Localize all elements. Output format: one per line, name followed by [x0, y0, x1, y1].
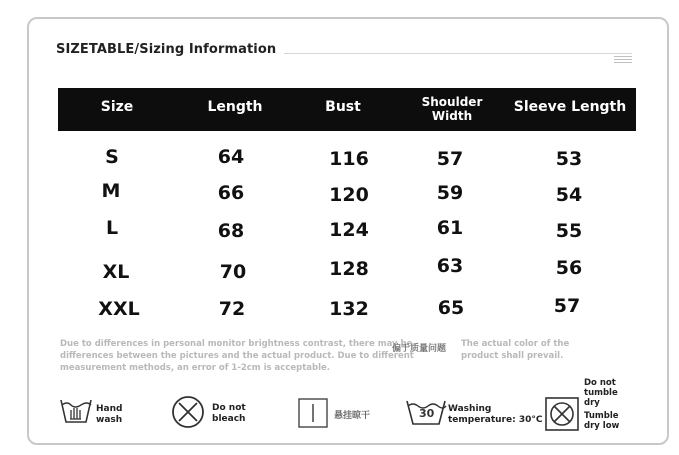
bust-cell: 132	[329, 298, 369, 320]
shoulder-cell: 59	[436, 182, 464, 204]
decor-lines	[614, 56, 632, 65]
disclaimer-line-3: measurement methods, an error of 1-2cm is acceptable.	[60, 363, 331, 373]
page-title: SIZETABLE/Sizing Information	[56, 42, 277, 57]
hang-dry-icon	[298, 398, 328, 428]
header-sleeve-length: Sleeve Length	[513, 99, 627, 115]
length-cell: 66	[217, 182, 245, 204]
shoulder-cell: 57	[436, 148, 464, 170]
bust-cell: 124	[329, 219, 369, 241]
washing-label-line-2: temperature: 30°C	[448, 415, 543, 425]
shoulder-cell: 65	[437, 297, 465, 319]
color-note-line-1: The actual color of the	[461, 339, 570, 349]
wash-temperature-value: 30	[419, 407, 435, 420]
sleeve-cell: 54	[555, 184, 583, 206]
disclaimer-note	[60, 338, 414, 374]
sleeve-cell: 53	[555, 148, 583, 170]
length-cell: 72	[218, 298, 246, 320]
size-cell: XXL	[98, 298, 140, 320]
header-size: Size	[100, 99, 134, 115]
color-note	[461, 338, 569, 362]
length-cell: 68	[217, 220, 245, 242]
shoulder-cell: 63	[436, 255, 464, 277]
hand-wash-icon	[59, 395, 93, 427]
bust-cell: 116	[329, 148, 369, 170]
title-divider	[284, 53, 632, 54]
hand-wash-label: Hand wash	[96, 404, 123, 425]
table-header	[58, 88, 636, 131]
header-bust: Bust	[325, 99, 361, 115]
washing-label-line-1: Washing	[448, 404, 492, 414]
washing-temperature-label	[448, 404, 558, 426]
do-not-tumble-dry-label: Do not tumble dry	[584, 378, 618, 408]
length-cell: 70	[219, 261, 247, 283]
sleeve-cell: 57	[553, 295, 581, 317]
disclaimer-line-2: differences between the pictures and the actual product. Due to different	[60, 351, 414, 361]
tumble-dry-low-label: Tumble dry low	[584, 411, 620, 431]
do-not-tumble-dry-icon	[545, 397, 579, 431]
shoulder-cell: 61	[436, 217, 464, 239]
disclaimer-line-1: Due to differences in personal monitor brightness contrast, there may be	[60, 339, 413, 349]
quality-note-cn: 偏于质量问题	[392, 344, 447, 354]
size-cell: L	[105, 217, 119, 239]
size-cell: M	[101, 180, 121, 202]
header-length: Length	[207, 99, 263, 115]
color-note-line-2: product shall prevail.	[461, 351, 564, 361]
sleeve-cell: 55	[555, 220, 583, 242]
header-shoulder-width: Shoulder Width	[421, 95, 483, 123]
do-not-bleach-label: Do not bleach	[212, 403, 246, 424]
length-cell: 64	[217, 146, 245, 168]
bust-cell: 120	[329, 184, 369, 206]
size-cell: S	[105, 146, 119, 168]
sleeve-cell: 56	[555, 257, 583, 279]
size-cell: XL	[102, 261, 130, 283]
do-not-bleach-icon	[171, 395, 205, 429]
bust-cell: 128	[329, 258, 369, 280]
hang-dry-label: 悬挂晾干	[334, 411, 371, 421]
